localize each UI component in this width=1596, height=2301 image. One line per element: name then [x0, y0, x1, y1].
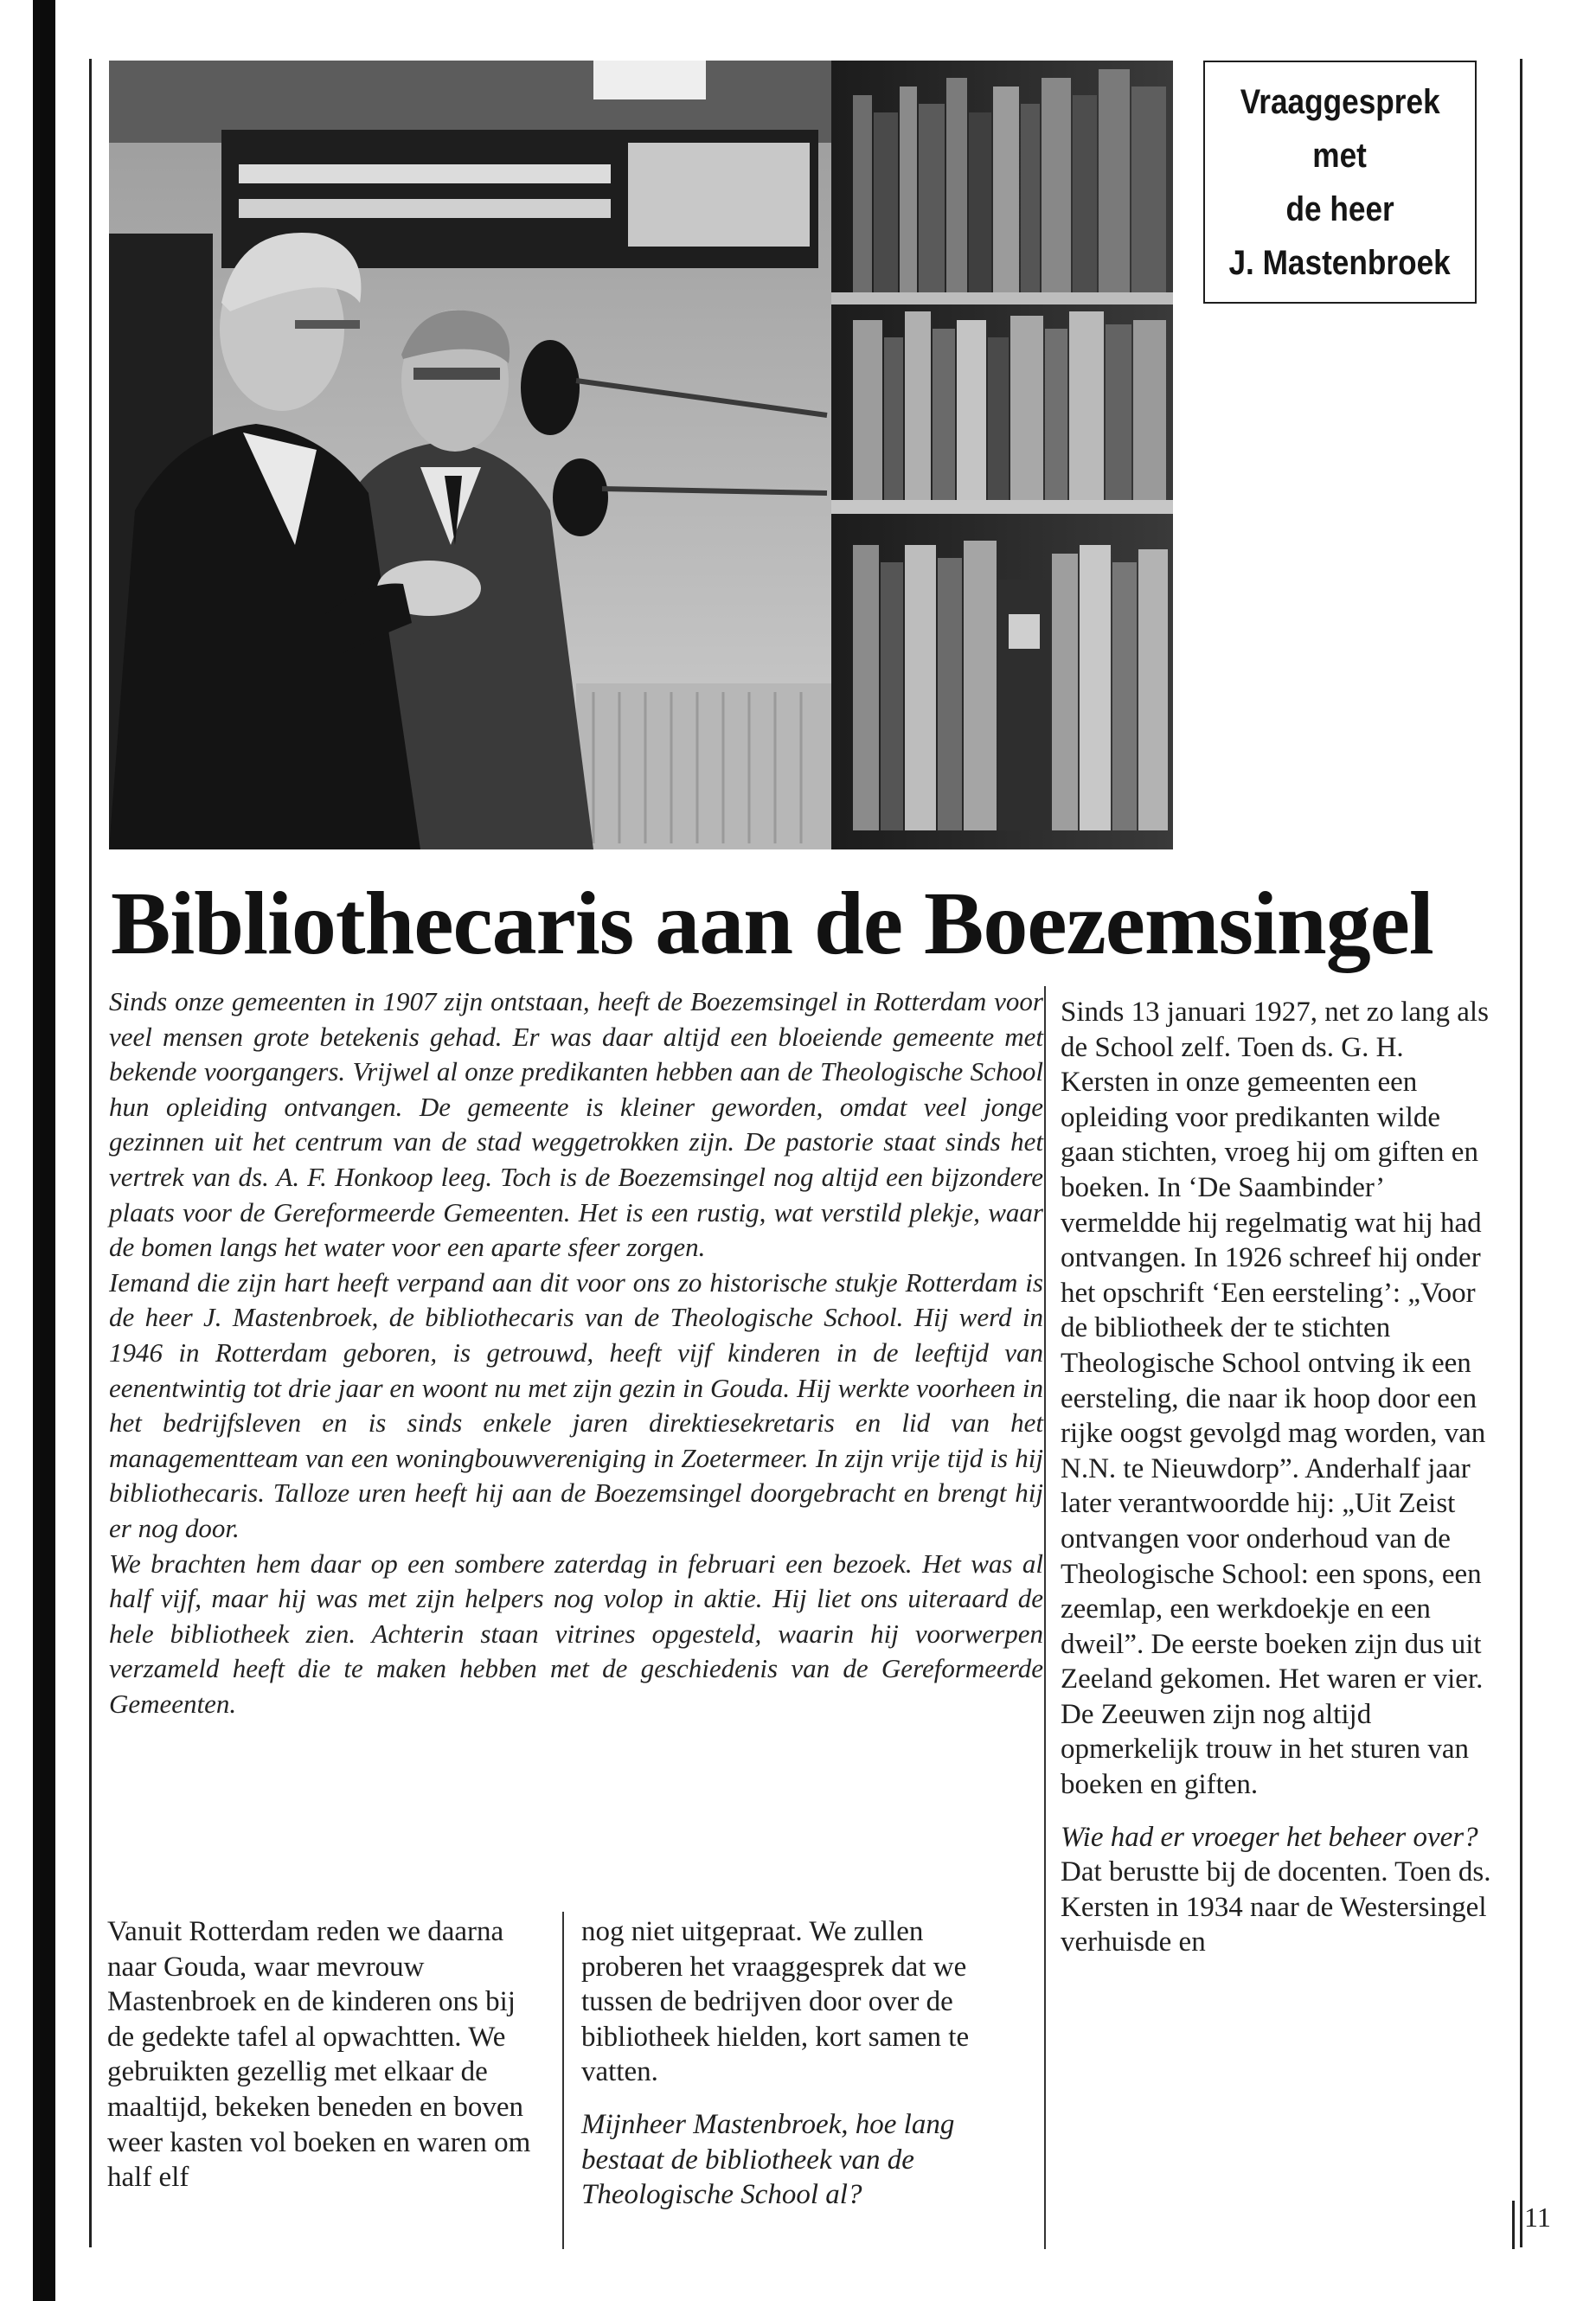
caption-line: de heer: [1285, 189, 1394, 228]
intro-paragraph: Sinds onze gemeenten in 1907 zijn ontstaan, heeft de Boezemsingel in Rotterdam voor veel mensen grote betekenis gehad. Er was daar altijd een bloeiende gemeente met bekende voorgangers. Vrijwel al onze predikanten hebben aan de Theologische School hun opleiding ontvangen. De gemeente is kleiner geworden, omdat veel jonge gezinnen uit het centrum van de stad weggetrokken zijn. De pastorie staat sinds het vertrek van ds. A. F. Honkoop leeg. Toch is de Boezemsingel nog altijd een bijzondere plaats voor de Gereformeerde Gemeenten. Het is een rustig, wat verstild plekje, waar de bomen langs het water voor een aparte sfeer zorgen.: [109, 986, 1043, 1263]
interview-question: Mijnheer Mastenbroek, hoe lang bestaat de bibliotheek van de Theologische School al?: [581, 2108, 955, 2211]
column-rule: [1044, 986, 1046, 2249]
article-intro: [109, 984, 1043, 1721]
body-column-2: [581, 1914, 1014, 2213]
intro-paragraph: Iemand die zijn hart heeft verpand aan dit voor ons zo historische stukje Rotterdam is de heer J. Mastenbroek, de bibliothecaris van de Theologische School. Hij werd in 1946 in Rotterdam geboren, is getrouwd, heeft vijf kinderen in de leeftijd van eenentwintig tot drie jaar en woont nu met zijn gezin in Gouda. Hij werkte voorheen in het bedrijfsleven en is sinds enkele jaren direktiesekretaris en lid van het managementteam van een woningbouwvereniging in Zoetermeer. In zijn vrije tijd is hij bibliothecaris. Talloze uren heeft hij aan de Boezemsingel doorgebracht en brengt hij er nog door.: [109, 1266, 1043, 1543]
scan-edge-bar: [33, 0, 55, 2301]
article-headline: Bibliothecaris aan de Boezemsingel: [111, 874, 1433, 973]
body-column-1: [107, 1914, 540, 2195]
column-rule: [562, 1912, 564, 2249]
interview-caption-box: [1203, 61, 1477, 304]
body-paragraph: Sinds 13 januari 1927, net zo lang als de School zelf. Toen ds. G. H. Kersten in onze gemeenten een opleiding voor predikanten wilde gaan stichten, vroeg hij om giften en boeken. In ‘De Saambinder’ vermeldde hij regelmatig wat hij had ontvangen. In 1926 schreef hij onder het opschrift ‘Een eersteling’: „Voor de bibliotheek der te stichten Theologische School ontving ik een eersteling, die naar ik hoop door een rijke oogst gevolgd mag worden, van N.N. te Nieuwdorp”. Anderhalf jaar later verantwoordde hij: „Uit Zeist ontvangen voor onderhoud van de Theologische School: een spons, een zeemlap, een werkdoekje en een dweil”. De eerste boeken zijn dus uit Zeeland gekomen. Het waren er vier. De Zeeuwen zijn nog altijd opmerkelijk trouw in het sturen van boeken en giften.: [1061, 997, 1489, 1801]
caption-line: J. Mastenbroek: [1228, 243, 1452, 282]
body-column-3: [1061, 995, 1497, 1960]
intro-paragraph: We brachten hem daar op een sombere zaterdag in februari een bezoek. Het was al half vijf, maar hij was met zijn helpers nog volop in aktie. Hij liet ons uiteraard de hele bibliotheek zien. Achterin staan vitrines opgesteld, waarin hij voorwerpen verzameld heeft die te maken hebben met de geschiedenis van de Gereformeerde Gemeenten.: [109, 1548, 1043, 1719]
body-paragraph: Vanuit Rotterdam reden we daarna naar Gouda, waar mevrouw Mastenbroek en de kinderen ons bij de gedekte tafel al opwachtten. We gebruikten gezellig met elkaar de maaltijd, bekeken beneden en boven weer kasten vol boeken en waren om half elf: [107, 1916, 531, 2194]
frame-rule-left: [89, 59, 92, 2247]
library-photo: [109, 61, 1173, 849]
interview-question: Wie had er vroeger het beheer over?: [1061, 1821, 1478, 1853]
body-paragraph: nog niet uitgepraat. We zullen proberen het vraaggesprek dat we tussen de bedrijven door over de bibliotheek hielden, kort samen te vatten.: [581, 1916, 970, 2088]
page-number: 11: [1524, 2202, 1551, 2233]
caption-line: met: [1312, 136, 1368, 175]
page-number-rule: [1512, 2201, 1515, 2249]
frame-rule-right: [1520, 59, 1522, 2247]
body-paragraph: Dat berustte bij de docenten. Toen ds. Kersten in 1934 naar de Westersingel verhuisde en: [1061, 1856, 1491, 1958]
caption-line: Vraaggesprek: [1240, 82, 1440, 121]
